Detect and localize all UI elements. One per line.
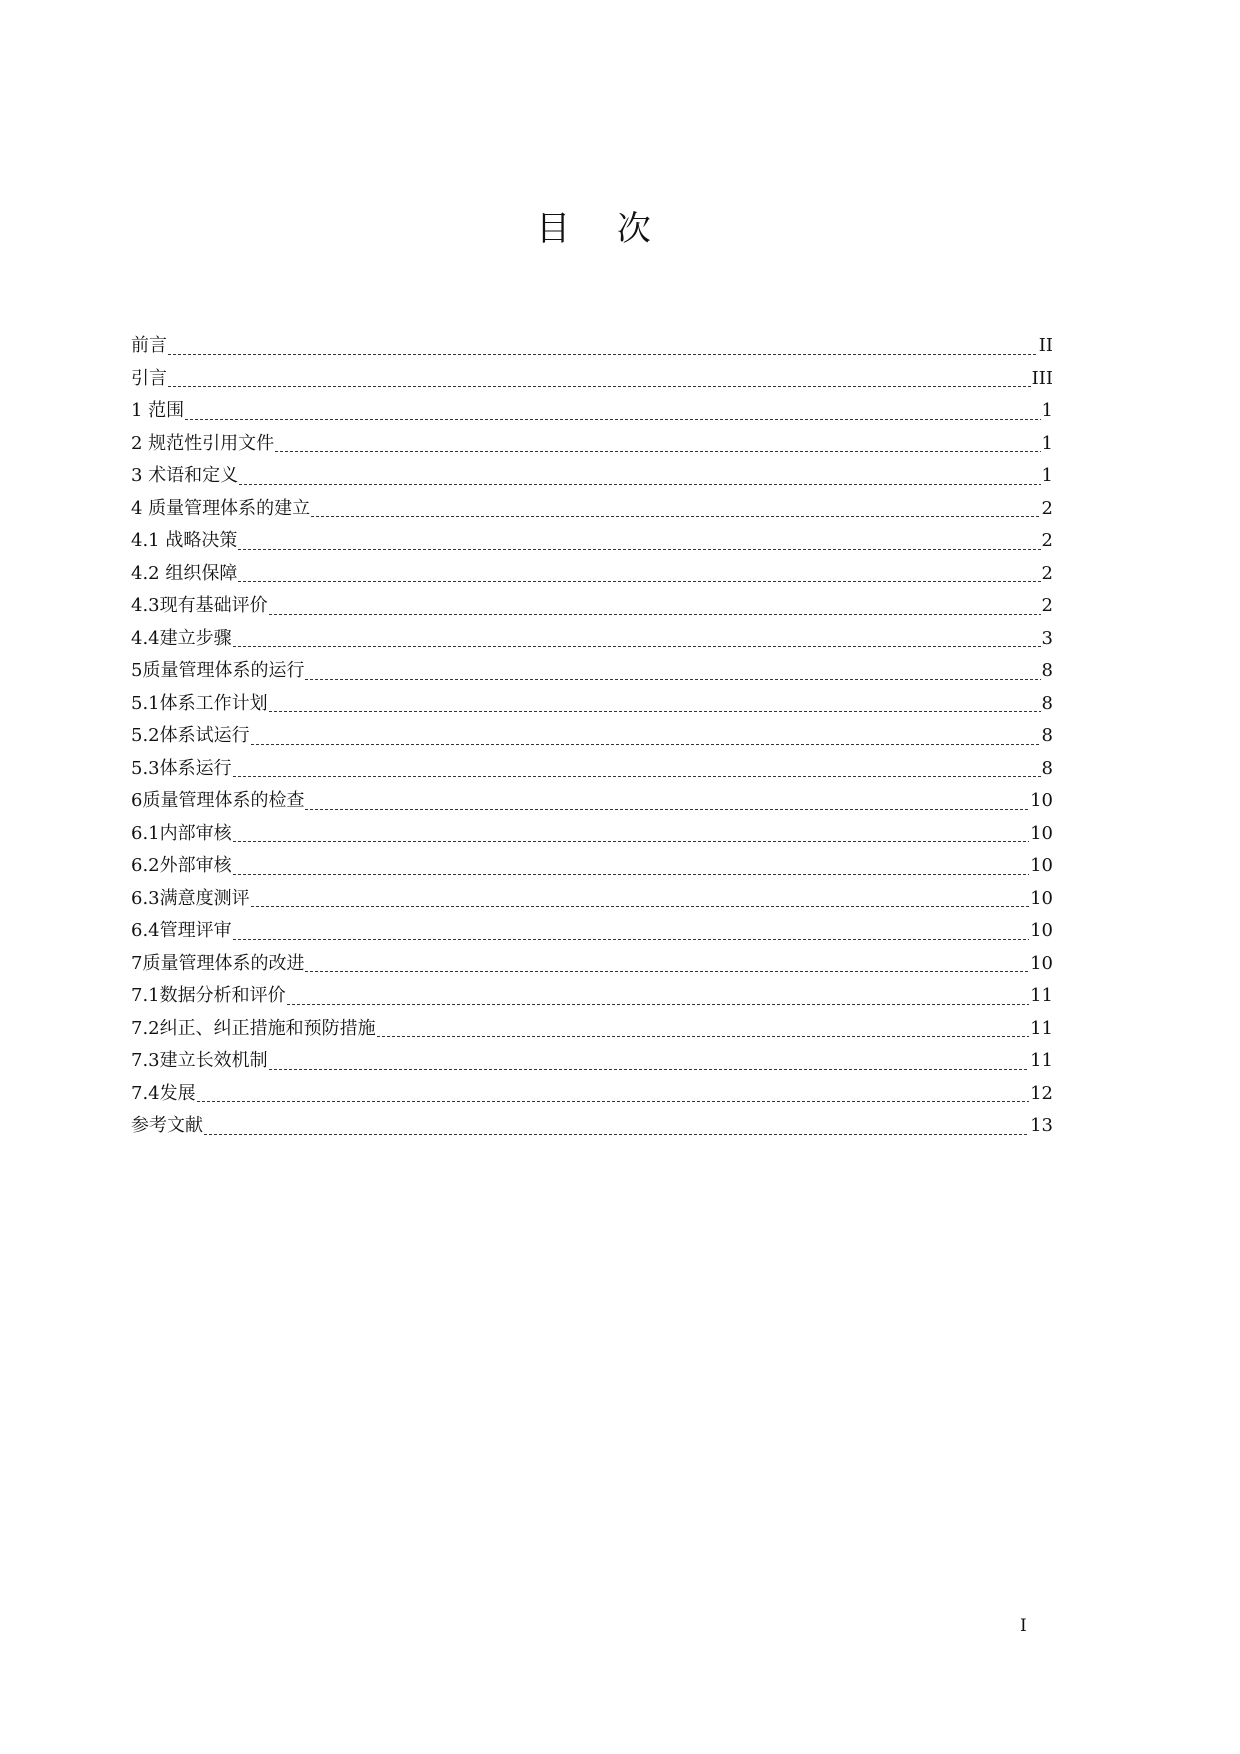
toc-dot-leader (233, 874, 1029, 875)
toc-dot-leader (287, 1004, 1029, 1005)
toc-dot-leader (269, 711, 1041, 712)
toc-entry-page-number: 13 (1030, 1115, 1053, 1136)
toc-entry-label: 4.1 战略决策 (131, 530, 238, 551)
toc-entry-label: 7.2纠正、纠正措施和预防措施 (131, 1017, 376, 1039)
toc-entry[interactable] (131, 434, 1053, 467)
toc-entry-page-number: 10 (1030, 822, 1053, 844)
toc-dot-leader (168, 386, 1031, 387)
toc-dot-leader (238, 581, 1040, 582)
toc-dot-leader (275, 451, 1040, 452)
toc-dot-leader (377, 1036, 1029, 1037)
toc-entry-page-number: II (1038, 335, 1053, 356)
toc-entry-page-number: 10 (1030, 952, 1053, 974)
toc-entry-page-number: 11 (1030, 985, 1053, 1006)
toc-dot-leader (185, 419, 1040, 420)
toc-entry[interactable] (131, 889, 1053, 922)
toc-entry[interactable] (131, 856, 1053, 889)
toc-dot-leader (305, 971, 1029, 972)
toc-entry-label: 7.4发展 (131, 1082, 196, 1104)
toc-entry[interactable] (131, 1116, 1053, 1149)
toc-dot-leader (269, 1069, 1029, 1070)
toc-entry-label: 5.2体系试运行 (131, 725, 250, 746)
toc-entry-label: 7.3建立长效机制 (131, 1050, 268, 1071)
toc-dot-leader (168, 354, 1038, 355)
toc-entry[interactable] (131, 986, 1053, 1019)
page-number: I (1020, 1616, 1027, 1636)
toc-dot-leader (197, 1101, 1029, 1102)
toc-entry[interactable] (131, 1051, 1053, 1084)
toc-entry-page-number: 10 (1030, 887, 1053, 909)
toc-entry-page-number: III (1031, 367, 1053, 389)
toc-dot-leader (204, 1134, 1029, 1135)
toc-entry-label: 6.4管理评审 (131, 920, 232, 941)
toc-entry[interactable] (131, 921, 1053, 954)
toc-dot-leader (238, 549, 1040, 550)
toc-entry[interactable] (131, 596, 1053, 629)
toc-dot-leader (233, 841, 1029, 842)
toc-title: 目 次 (536, 209, 669, 249)
toc-entry-page-number: 11 (1030, 1017, 1053, 1039)
toc-dot-leader (251, 744, 1041, 745)
toc-entry[interactable] (131, 629, 1053, 662)
toc-dot-leader (239, 484, 1040, 485)
toc-entry-label: 前言 (131, 335, 167, 356)
toc-entry[interactable] (131, 466, 1053, 499)
toc-entry-label: 参考文献 (131, 1115, 203, 1136)
toc-dot-leader (233, 646, 1041, 647)
toc-dot-leader (251, 906, 1029, 907)
toc-entry-page-number: 1 (1041, 432, 1053, 454)
toc-entry-page-number: 3 (1041, 627, 1053, 649)
toc-entry[interactable] (131, 1084, 1053, 1117)
toc-entry-page-number: 10 (1030, 920, 1053, 941)
toc-entry-label: 7.1数据分析和评价 (131, 985, 286, 1006)
toc-entry[interactable] (131, 369, 1053, 402)
toc-dot-leader (269, 614, 1041, 615)
toc-entry-page-number: 1 (1041, 465, 1053, 486)
toc-dot-leader (233, 776, 1041, 777)
toc-entry-label: 4 质量管理体系的建立 (131, 497, 311, 519)
toc-entry[interactable] (131, 531, 1053, 564)
toc-entry[interactable] (131, 564, 1053, 597)
toc-entry-page-number: 2 (1041, 530, 1053, 551)
toc-entry-page-number: 12 (1030, 1082, 1053, 1104)
toc-entry[interactable] (131, 401, 1053, 434)
toc-entry-label: 6.2外部审核 (131, 855, 232, 876)
toc-entry-label: 5质量管理体系的运行 (131, 660, 305, 681)
toc-entry-label: 6.3满意度测评 (131, 887, 250, 909)
toc-entry-label: 4.2 组织保障 (131, 562, 238, 584)
toc-entry-label: 3 术语和定义 (131, 465, 239, 486)
toc-entry-page-number: 2 (1041, 562, 1053, 584)
toc-entry-page-number: 1 (1041, 400, 1053, 421)
toc-entry-page-number: 2 (1041, 497, 1053, 519)
toc-entry[interactable] (131, 1019, 1053, 1052)
toc-entry-label: 6.1内部审核 (131, 822, 232, 844)
toc-dot-leader (233, 939, 1029, 940)
toc-entry-page-number: 8 (1041, 692, 1053, 714)
toc-entry-page-number: 11 (1030, 1050, 1053, 1071)
toc-entry[interactable] (131, 499, 1053, 532)
toc-entry[interactable] (131, 694, 1053, 727)
toc-entry-page-number: 2 (1041, 595, 1053, 616)
toc-entry-page-number: 8 (1041, 660, 1053, 681)
toc-entry-label: 4.3现有基础评价 (131, 595, 268, 616)
toc-entry[interactable] (131, 726, 1053, 759)
toc-entry[interactable] (131, 824, 1053, 857)
toc-entry-label: 6质量管理体系的检查 (131, 790, 305, 811)
toc-entry-page-number: 8 (1041, 757, 1053, 779)
toc-dot-leader (311, 516, 1040, 517)
toc-dot-leader (305, 679, 1040, 680)
toc-entry-label: 2 规范性引用文件 (131, 432, 275, 454)
toc-entry-label: 7质量管理体系的改进 (131, 952, 305, 974)
toc-entry[interactable] (131, 954, 1053, 987)
table-of-contents (131, 336, 1053, 1149)
toc-entry-label: 1 范围 (131, 400, 185, 421)
toc-entry-page-number: 10 (1030, 855, 1053, 876)
toc-entry[interactable] (131, 336, 1053, 369)
toc-entry[interactable] (131, 661, 1053, 694)
toc-entry[interactable] (131, 791, 1053, 824)
toc-dot-leader (305, 809, 1029, 810)
toc-entry-label: 5.1体系工作计划 (131, 692, 268, 714)
toc-entry-page-number: 8 (1041, 725, 1053, 746)
toc-entry[interactable] (131, 759, 1053, 792)
toc-entry-label: 4.4建立步骤 (131, 627, 232, 649)
toc-entry-page-number: 10 (1030, 790, 1053, 811)
toc-entry-label: 5.3体系运行 (131, 757, 232, 779)
toc-entry-label: 引言 (131, 367, 167, 389)
